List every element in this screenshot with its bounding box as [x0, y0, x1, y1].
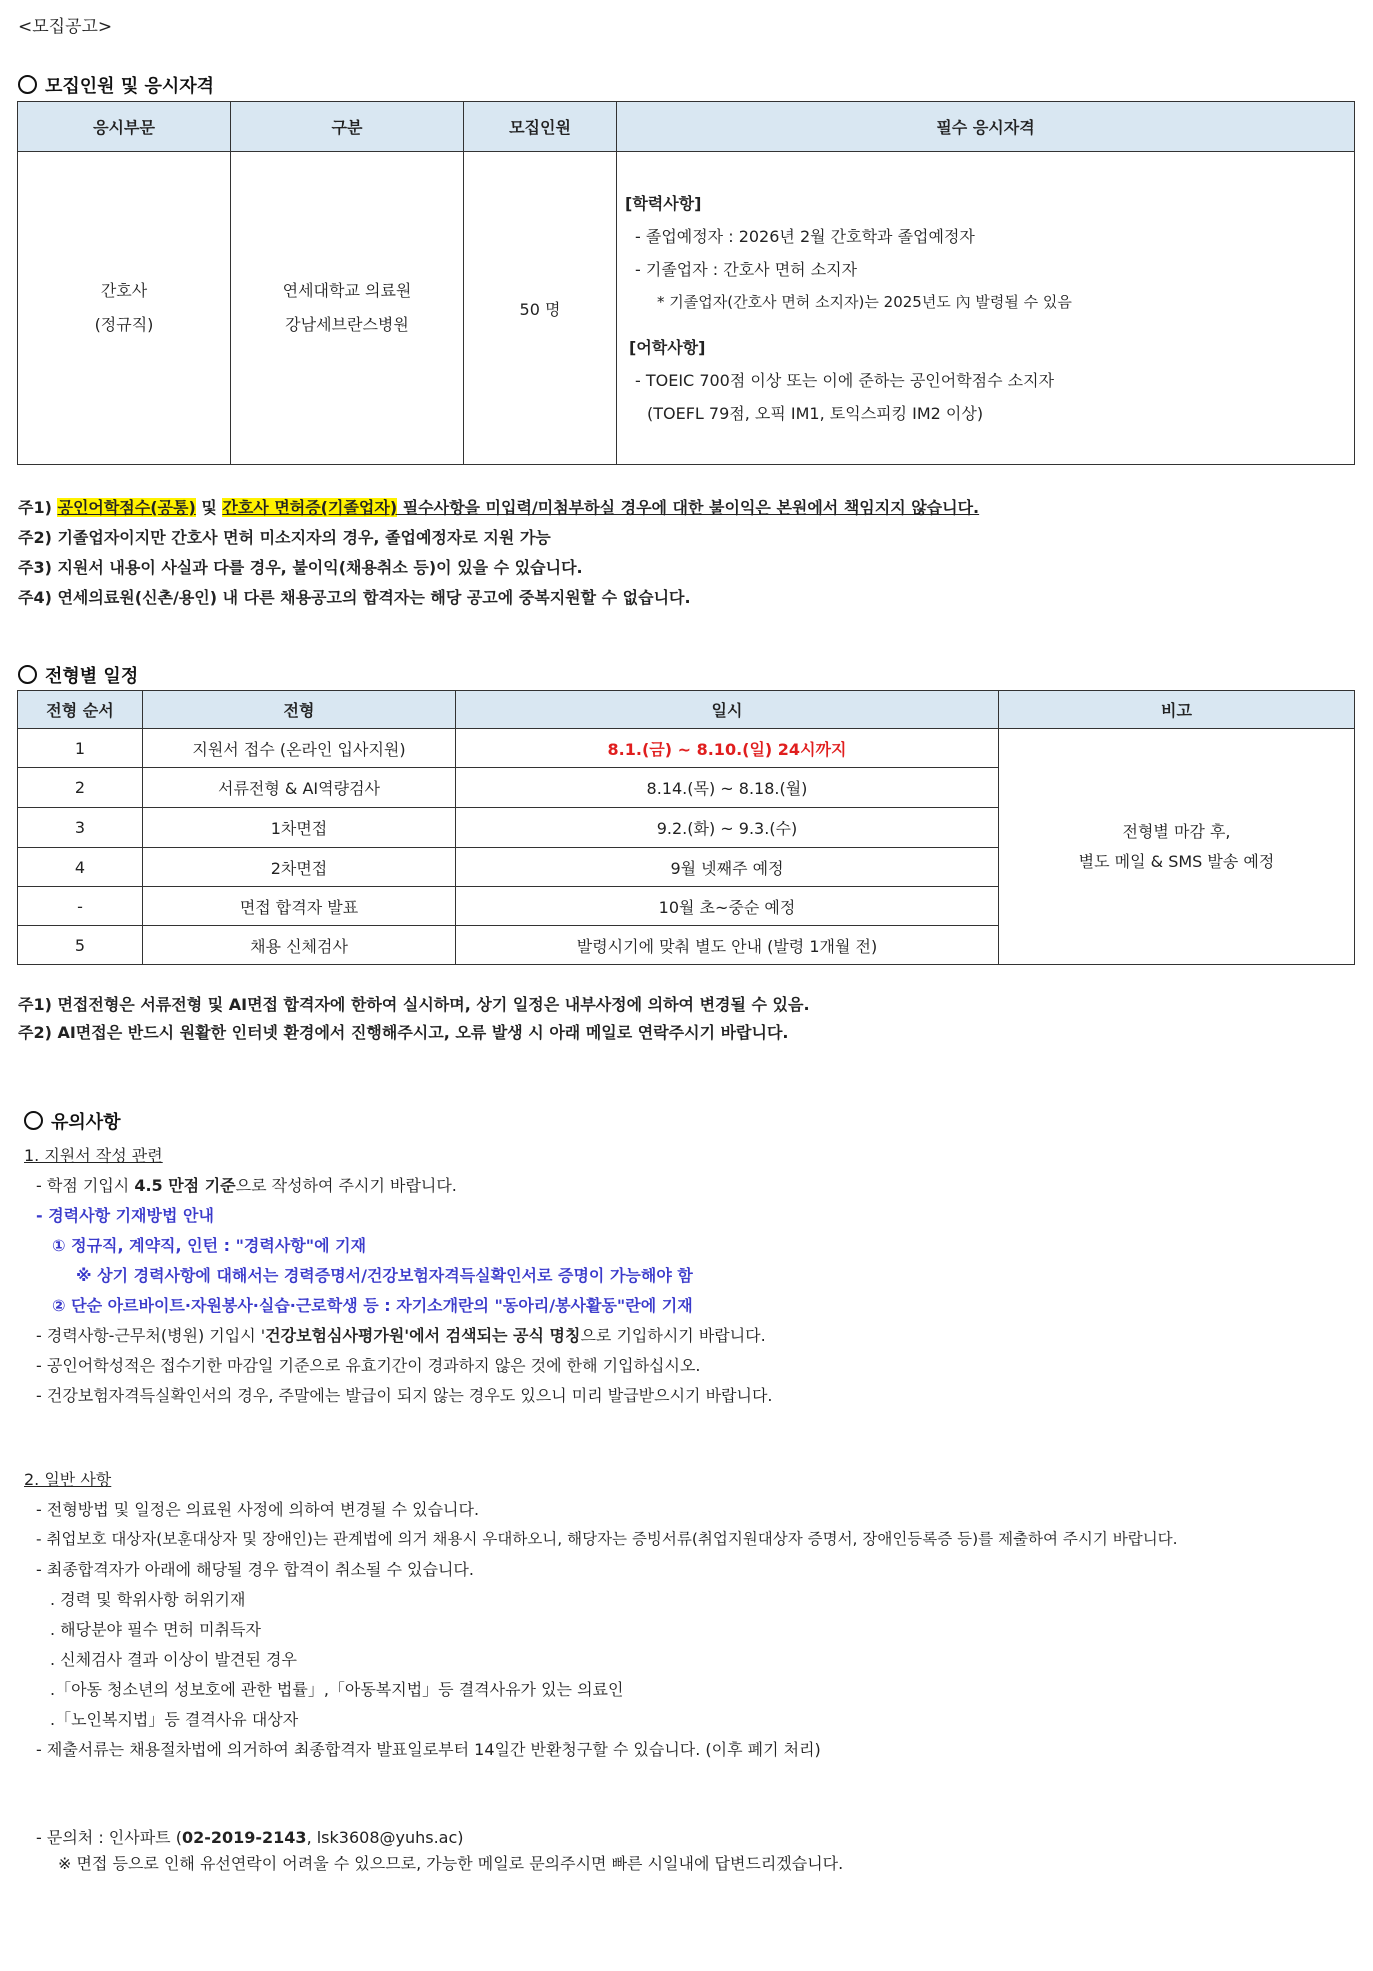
table-row: 5 채용 신체검사 발령시기에 맞춰 별도 안내 (발령 1개월 전) — [18, 926, 1355, 965]
note-2: 주2) 기졸업자이지만 간호사 면허 미소지자의 경우, 졸업예정자로 지원 가능 — [18, 528, 551, 547]
notice-line: . 해당분야 필수 면허 미취득자 — [50, 1620, 261, 1639]
circle-bullet-icon — [24, 1111, 43, 1130]
col-header: 일시 — [456, 691, 999, 729]
dept-cell: 간호사 (정규직) — [18, 152, 231, 465]
note-4: 주4) 연세의료원(신촌/용인) 내 다른 채용공고의 합격자는 해당 공고에 중복지원할 수 없습니다. — [18, 588, 691, 607]
notice-line: - 최종합격자가 아래에 해당될 경우 합격이 취소될 수 있습니다. — [36, 1560, 474, 1579]
col-header: 비고 — [999, 691, 1355, 729]
table-row: 1 지원서 접수 (온라인 입사지원) 8.1.(금) ~ 8.10.(일) 24시까지 전형별 마감 후, 별도 메일 & SMS 발송 예정 — [18, 729, 1355, 768]
notice-line: - 건강보험자격득실확인서의 경우, 주말에는 발급이 되지 않는 경우도 있으니 미리 발급받으시기 바랍니다. — [36, 1386, 773, 1405]
note-1: 주1) 공인어학점수(공통) 및 간호사 면허증(기졸업자) 필수사항을 미입력/미첨부하실 경우에 대한 불이익은 본원에서 책임지지 않습니다. — [18, 498, 980, 517]
notice-line: ① 정규직, 계약직, 인턴 : "경력사항"에 기재 — [52, 1236, 367, 1255]
schedule-note-2: 주2) AI면접은 반드시 원활한 인터넷 환경에서 진행해주시고, 오류 발생 시 아래 메일로 연락주시기 바랍니다. — [18, 1023, 789, 1042]
circle-bullet-icon — [18, 75, 37, 94]
table-row — [18, 152, 1355, 465]
col-header: 필수 응시자격 — [617, 102, 1355, 152]
col-header: 구분 — [231, 102, 464, 152]
section-heading-notice: 유의사항 — [24, 1108, 121, 1134]
col-header: 모집인원 — [464, 102, 617, 152]
notice-line: - 경력사항 기재방법 안내 — [36, 1206, 214, 1225]
table-row: 2 서류전형 & AI역량검사 8.14.(목) ~ 8.18.(월) — [18, 768, 1355, 808]
notice-line: ※ 상기 경력사항에 대해서는 경력증명서/건강보험자격득실확인서로 증명이 가능해야 함 — [76, 1266, 693, 1285]
col-header: 전형 순서 — [18, 691, 143, 729]
col-header: 응시부문 — [18, 102, 231, 152]
notice-line: - 경력사항-근무처(병원) 기입시 '건강보험심사평가원'에서 검색되는 공식 명칭으로 기입하시기 바랍니다. — [36, 1326, 766, 1345]
col-header: 전형 — [143, 691, 456, 729]
schedule-table — [17, 690, 1355, 965]
table-row: - 면접 합격자 발표 10월 초~중순 예정 — [18, 887, 1355, 926]
section-heading-schedule: 전형별 일정 — [18, 662, 138, 688]
notice-line: - 취업보호 대상자(보훈대상자 및 장애인)는 관계법에 의거 채용시 우대하오니, 해당자는 증빙서류(취업지원대상자 증명서, 장애인등록증 등)를 제출하여 주시기 바랍니다. — [36, 1530, 1178, 1548]
notice-line: .「아동 청소년의 성보호에 관한 법률」,「아동복지법」등 결격사유가 있는 의료인 — [50, 1680, 624, 1699]
notice-line: . 신체검사 결과 이상이 발견된 경우 — [50, 1650, 297, 1669]
contact-note: ※ 면접 등으로 인해 유선연락이 어려울 수 있으므로, 가능한 메일로 문의주시면 빠른 시일내에 답변드리겠습니다. — [58, 1854, 844, 1873]
notice-line: - 제출서류는 채용절차법에 의거하여 최종합격자 발표일로부터 14일간 반환청구할 수 있습니다. (이후 폐기 처리) — [36, 1740, 821, 1759]
schedule-note-1: 주1) 면접전형은 서류전형 및 AI면접 합격자에 한하여 실시하며, 상기 일정은 내부사정에 의하여 변경될 수 있음. — [18, 995, 810, 1014]
notice-line: - 학점 기입시 4.5 만점 기준으로 작성하여 주시기 바랍니다. — [36, 1176, 457, 1195]
notice-line: .「노인복지법」등 결격사유 대상자 — [50, 1710, 299, 1729]
notice-line: ② 단순 아르바이트·자원봉사·실습·근로학생 등 : 자기소개란의 "동아리/봉사활동"란에 기재 — [52, 1296, 693, 1315]
eligibility-table — [17, 101, 1355, 465]
requirements-cell: [학력사항] - 졸업예정자 : 2026년 2월 간호학과 졸업예정자 - 기졸업자 : 간호사 면허 소지자 * 기졸업자(간호사 면허 소지자)는 2025년도 內 발령될 수 있음 [어학사항] - TOEIC 700점 이상 또는 이에 준하는 공인어학점수 소지자 (TOEFL 79점, 오픽 IM1, 토익스피킹 IM2 이상) — [617, 152, 1355, 465]
table-row: 3 1차면접 9.2.(화) ~ 9.3.(수) — [18, 808, 1355, 848]
notice-line: - 공인어학성적은 접수기한 마감일 기준으로 유효기간이 경과하지 않은 것에 한해 기입하십시오. — [36, 1356, 701, 1375]
count-cell: 50 명 — [464, 152, 617, 465]
table-row: 4 2차면접 9월 넷째주 예정 — [18, 848, 1355, 887]
circle-bullet-icon — [18, 665, 37, 684]
remark-cell: 전형별 마감 후, 별도 메일 & SMS 발송 예정 — [999, 729, 1355, 965]
type-cell: 연세대학교 의료원 강남세브란스병원 — [231, 152, 464, 465]
notice-line: - 전형방법 및 일정은 의료원 사정에 의하여 변경될 수 있습니다. — [36, 1500, 480, 1519]
page-title: <모집공고> — [18, 17, 113, 37]
notice-line: . 경력 및 학위사항 허위기재 — [50, 1590, 246, 1609]
subheading-general: 2. 일반 사항 — [24, 1470, 112, 1489]
contact-line: - 문의처 : 인사파트 (02-2019-2143, lsk3608@yuhs.ac) — [36, 1828, 464, 1847]
subheading-application: 1. 지원서 작성 관련 — [24, 1146, 163, 1165]
section-heading-eligibility: 모집인원 및 응시자격 — [18, 72, 214, 98]
note-3: 주3) 지원서 내용이 사실과 다를 경우, 불이익(채용취소 등)이 있을 수 있습니다. — [18, 558, 583, 577]
